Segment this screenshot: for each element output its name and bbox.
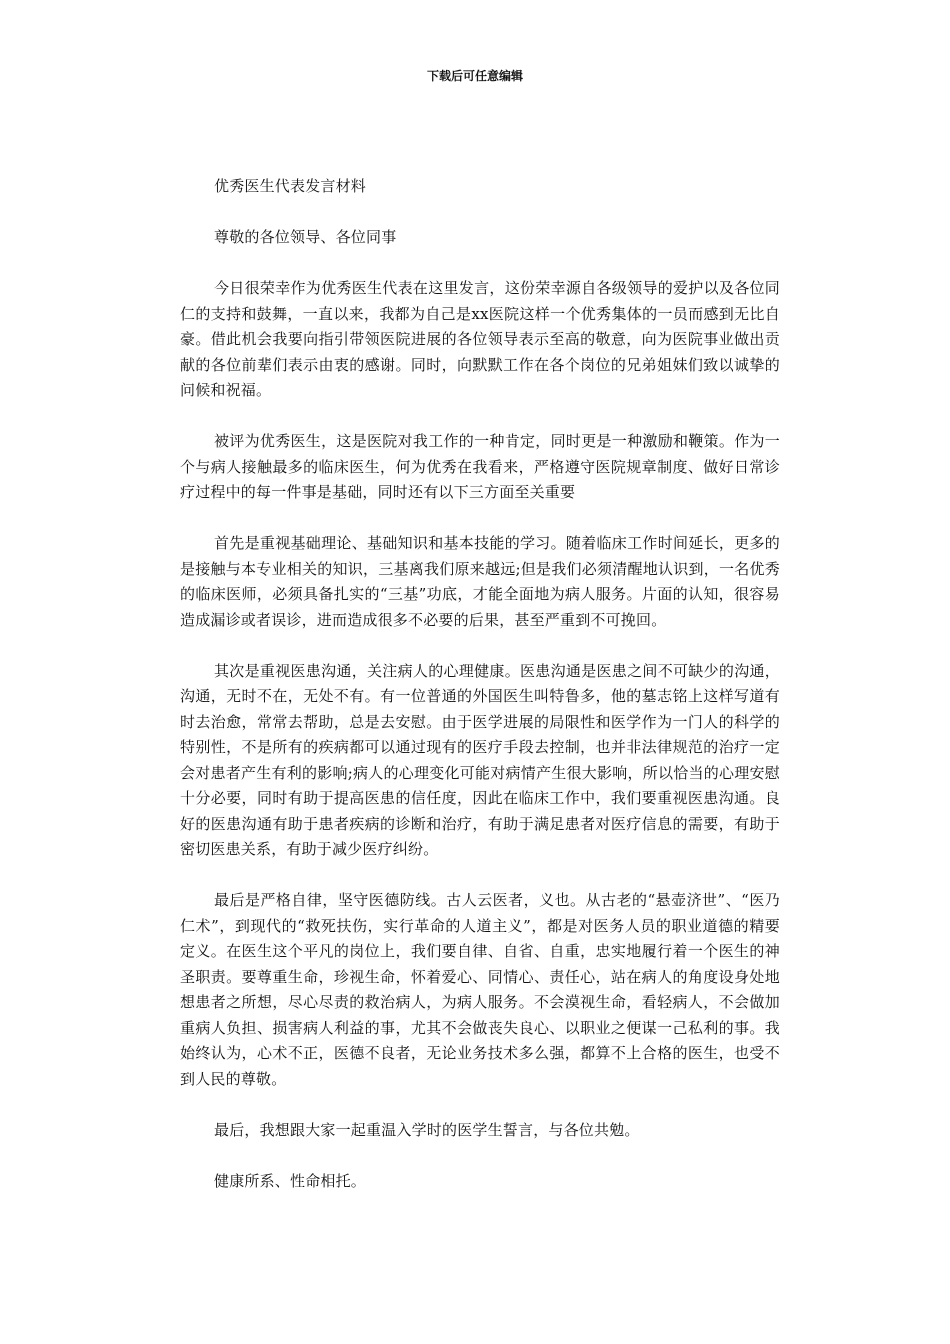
document-body (180, 174, 780, 1220)
paragraph-6: 最后，我想跟大家一起重温入学时的医学生誓言，与各位共勉。 (214, 1120, 640, 1139)
document-title: 优秀医生代表发言材料 (214, 177, 367, 195)
salutation: 尊敬的各位领导、各位同事 (214, 228, 397, 246)
paragraph-2: 被评为优秀医生，这是医院对我工作的一种肯定，同时更是一种激励和鞭策。作为一个与病人接触最多的临床医生，何为优秀在我看来，严格遵守医院规章制度、做好日常诊疗过程中的每一件事是基础，同时还有以下三方面至关重要 (180, 432, 780, 501)
paragraph-1: 今日很荣幸作为优秀医生代表在这里发言，这份荣幸源自各级领导的爱护以及各位同仁的支持和鼓舞，一直以来，我都为自己是xx医院这样一个优秀集体的一员而感到无比自豪。借此机会我要向指引带领医院进展的各位领导表示至高的敬意，向为医院事业做出贡献的各位前辈们表示由衷的感谢。同时，向默默工作在各个岗位的兄弟姐妹们致以诚挚的问候和祝福。 (180, 279, 780, 399)
paragraph-7: 健康所系、性命相托。 (214, 1171, 367, 1190)
paragraph-5: 最后是严格自律，坚守医德防线。古人云医者，义也。从古老的“悬壶济世”、“医乃仁术”，到现代的“救死扶伤，实行革命的人道主义”，都是对医务人员的职业道德的精要定义。在医生这个平凡的岗位上，我们要自律、自省、自重，忠实地履行着一个医生的神圣职责。要尊重生命，珍视生命，怀着爱心、同情心、责任心，站在病人的角度设身处地想患者之所想，尽心尽责的救治病人，为病人服务。不会漠视生命，看轻病人，不会做加重病人负担、损害病人利益的事，尤其不会做丧失良心、以职业之便谋一己私利的事。我始终认为，心术不正，医德不良者，无论业务技术多么强，都算不上合格的医生，也受不到人民的尊敬。 (180, 891, 780, 1088)
paragraph-3: 首先是重视基础理论、基础知识和基本技能的学习。随着临床工作时间延长，更多的是接触与本专业相关的知识，三基离我们原来越远;但是我们必须清醒地认识到，一名优秀的临床医师，必须具备扎实的“三基”功底，才能全面地为病人服务。片面的认知，很容易造成漏诊或者误诊，进而造成很多不必要的后果，甚至严重到不可挽回。 (180, 534, 780, 629)
header-note: 下载后可任意编辑 (426, 69, 523, 83)
paragraph-4: 其次是重视医患沟通，关注病人的心理健康。医患沟通是医患之间不可缺少的沟通，沟通，无时不在，无处不有。有一位普通的外国医生叫特鲁多，他的墓志铭上这样写道有时去治愈，常常去帮助，总是去安慰。由于医学进展的局限性和医学作为一门人的科学的特别性，不是所有的疾病都可以通过现有的医疗手段去控制，也并非法律规范的治疗一定会对患者产生有利的影响;病人的心理变化可能对病情产生很大影响，所以恰当的心理安慰十分必要，同时有助于提高医患的信任度，因此在临床工作中，我们要重视医患沟通。良好的医患沟通有助于患者疾病的诊断和治疗，有助于满足患者对医疗信息的需要，有助于密切医患关系，有助于减少医疗纠纷。 (180, 661, 780, 858)
